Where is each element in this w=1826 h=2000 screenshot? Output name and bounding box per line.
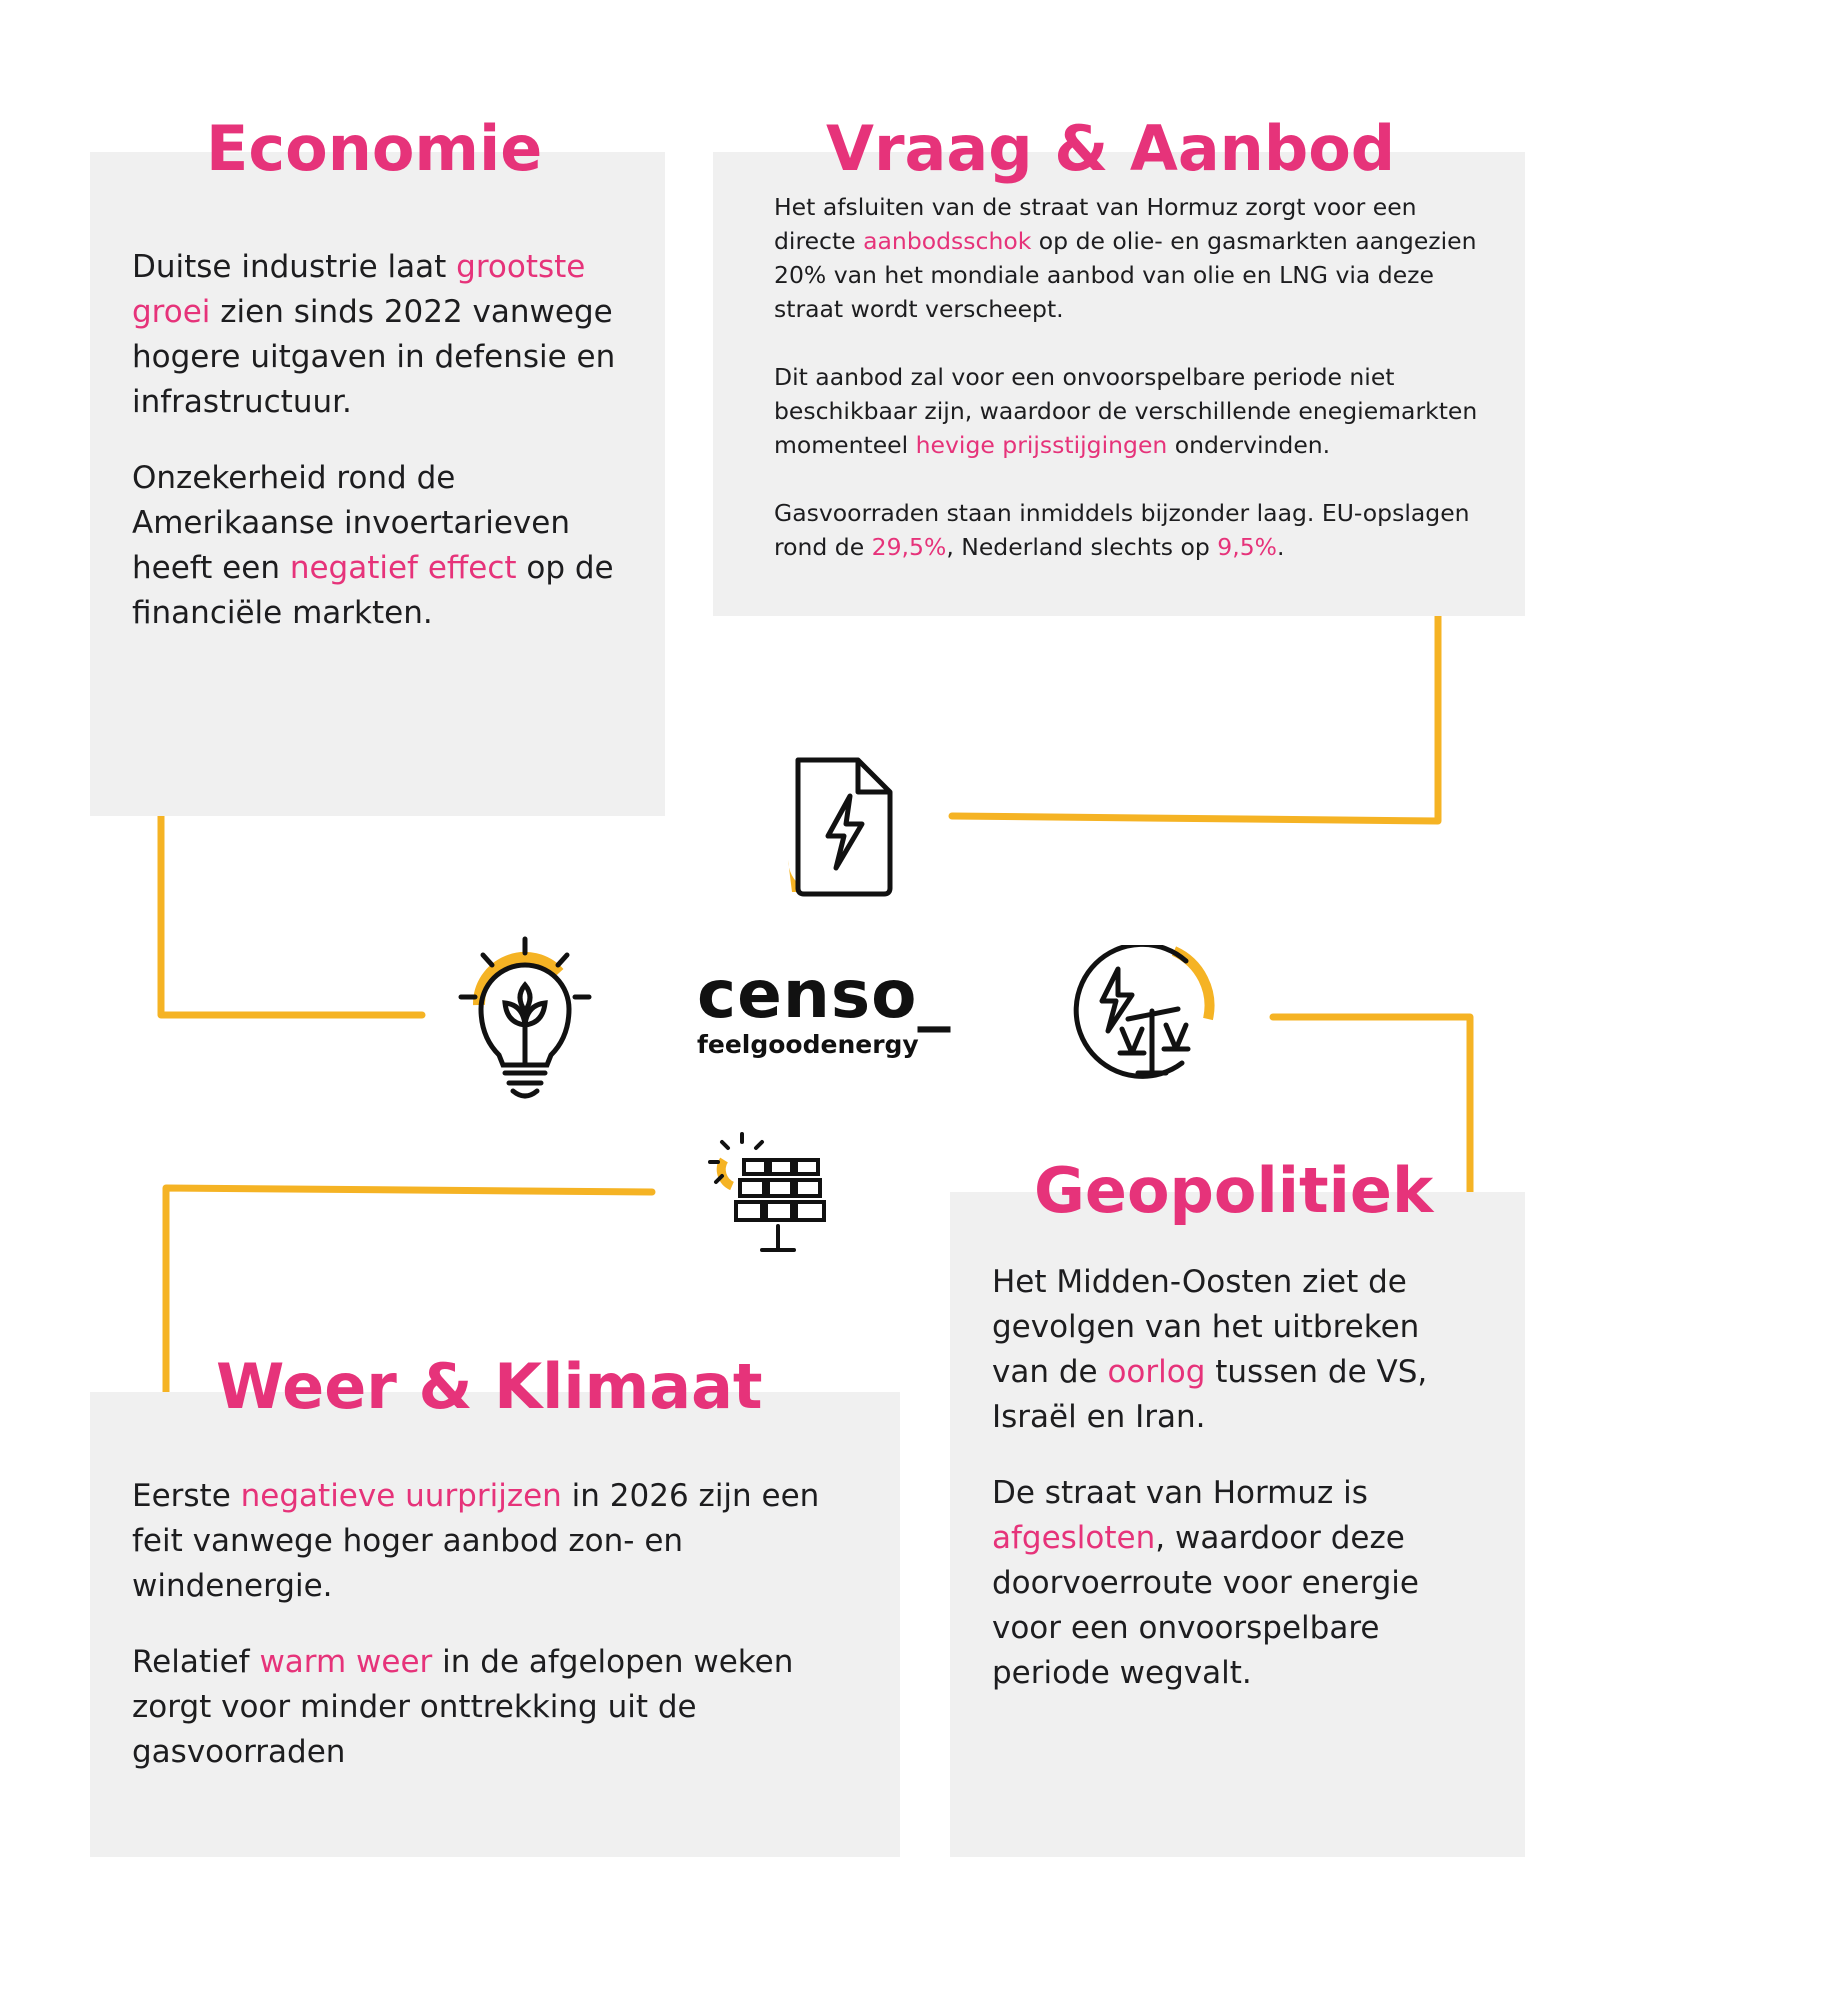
vraag-aanbod-title: Vraag & Aanbod xyxy=(826,112,1396,185)
geopolitiek-title: Geopolitiek xyxy=(1034,1154,1434,1227)
censo-logo xyxy=(697,956,962,1059)
vraag-paragraph-1: Het afsluiten van de straat van Hormuz zorgt voor een directe aanbodsschok op de olie- en gasmarkten aangezien 20% van het mondiale aanbod van olie en LNG via deze straat wordt verscheept. xyxy=(774,193,1477,323)
economie-paragraph-1: Duitse industrie laat grootste groei zien sinds 2022 vanwege hogere uitgaven in defensie en infrastructuur. xyxy=(132,249,616,420)
weer-paragraph-1: Eerste negatieve uurprijzen in 2026 zijn een feit vanwege hoger aanbod zon- en windenergie. xyxy=(132,1478,820,1604)
weer-klimaat-title: Weer & Klimaat xyxy=(216,1350,763,1423)
vraag-aanbod-text xyxy=(774,190,1484,564)
weer-klimaat-text xyxy=(132,1474,872,1775)
lightbulb-plant-icon xyxy=(455,935,595,1105)
vraag-paragraph-3: Gasvoorraden staan inmiddels bijzonder laag. EU-opslagen rond de 29,5%, Nederland slechts op 9,5%. xyxy=(774,499,1470,561)
logo-tagline: feelgoodenergy xyxy=(697,1030,919,1059)
energy-document-icon xyxy=(778,752,898,902)
geo-paragraph-2: De straat van Hormuz is afgesloten, waardoor deze doorvoerroute voor energie voor een onvoorspelbare periode wegvalt. xyxy=(992,1475,1419,1691)
energy-scale-icon xyxy=(1066,945,1226,1085)
geo-paragraph-1: Het Midden-Oosten ziet de gevolgen van het uitbreken van de oorlog tussen de VS, Israël en Iran. xyxy=(992,1264,1428,1435)
vraag-paragraph-2: Dit aanbod zal voor een onvoorspelbare periode niet beschikbaar zijn, waardoor de verschillende enegiemarkten momenteel hevige prijsstijgingen ondervinden. xyxy=(774,363,1478,459)
economie-title: Economie xyxy=(206,112,543,185)
logo-wordmark: censo_ xyxy=(697,956,952,1033)
economie-text xyxy=(132,245,634,636)
economie-paragraph-2: Onzekerheid rond de Amerikaanse invoertarieven heeft een negatief effect op de financiële markten. xyxy=(132,460,614,631)
weer-paragraph-2: Relatief warm weer in de afgelopen weken zorgt voor minder onttrekking uit de gasvoorraden xyxy=(132,1644,794,1770)
solar-panel-icon xyxy=(702,1130,832,1260)
geopolitiek-text xyxy=(992,1260,1482,1696)
